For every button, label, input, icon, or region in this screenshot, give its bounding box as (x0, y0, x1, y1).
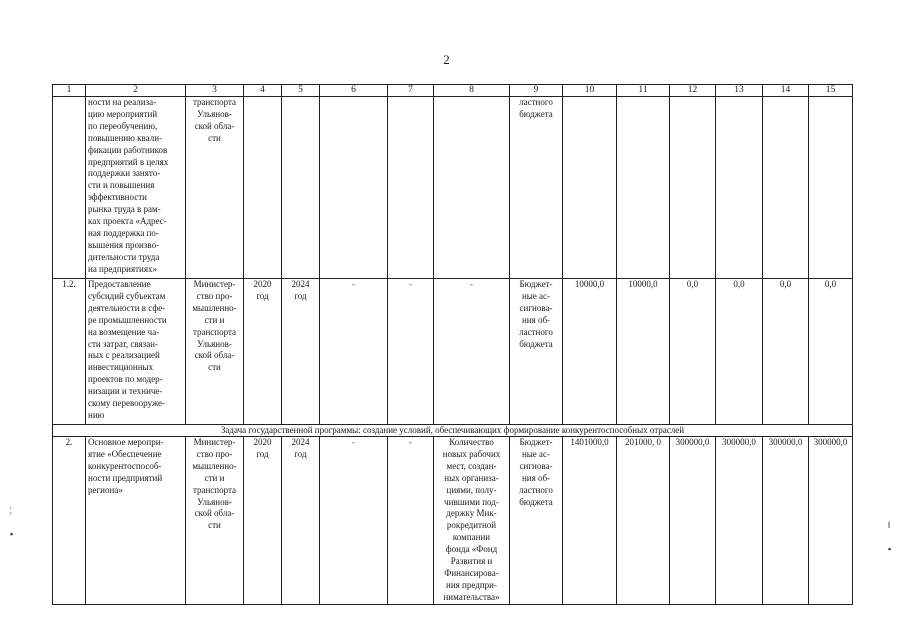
binding-mark: ▪ (888, 544, 892, 554)
start-year: 2020 год (244, 437, 282, 605)
table-row (53, 97, 853, 279)
target-indicator: - (434, 279, 510, 425)
amount-total: 1401000,0 (563, 437, 617, 605)
cell-col6: - (320, 279, 388, 425)
amount-year: 201000, 0 (617, 437, 670, 605)
binding-mark: ‖ (888, 520, 891, 530)
amount-year (716, 97, 763, 279)
column-header: 12 (670, 85, 716, 97)
funding-source: ластного бюджета (510, 97, 563, 279)
row-number: 1.2. (53, 279, 86, 425)
cell-col7: - (388, 279, 434, 425)
amount-year (670, 97, 716, 279)
amount-year: 300000,0 (716, 437, 763, 605)
executor: транспорта Ульянов- ской обла- сти (186, 97, 244, 279)
column-header: 15 (809, 85, 853, 97)
column-header: 3 (186, 85, 244, 97)
amount-year: 10000,0 (617, 279, 670, 425)
funding-source: Бюджет- ные ас- сигнова- ния об- ластного бюджета (510, 279, 563, 425)
column-header: 8 (434, 85, 510, 97)
program-task-heading: Задача государственной программы: создание условий, обеспечивающих формирование конкурентоспособных отраслей (53, 425, 853, 437)
table-row (53, 437, 853, 605)
amount-year: 300000,0 (809, 437, 853, 605)
target-indicator (434, 97, 510, 279)
column-header: 1 (53, 85, 86, 97)
amount-total (563, 97, 617, 279)
amount-year: 0,0 (716, 279, 763, 425)
target-indicator: Количество новых рабочих мест, создан- ных организа- циями, полу- чившими под- держку Мик- рокредитной компании фонда «Фонд Развития и Финансирова- ния предпри- нимательства» (434, 437, 510, 605)
amount-year: 300000,0 (670, 437, 716, 605)
right-margin-marks (888, 520, 891, 554)
column-header: 10 (563, 85, 617, 97)
column-number-row (53, 85, 853, 97)
activity-name: Основное меропри- ятие «Обеспечение конкурентоспособ- ности предприятий региона» (86, 437, 186, 605)
amount-year: 0,0 (670, 279, 716, 425)
cell-col7: - (388, 437, 434, 605)
executor: Министер- ство про- мышленно- сти и транспорта Ульянов- ской обла- сти (186, 279, 244, 425)
amount-year: 300000,0 (763, 437, 809, 605)
funding-source: Бюджет- ные ас- сигнова- ния об- ластного бюджета (510, 437, 563, 605)
amount-year (763, 97, 809, 279)
cell-col7 (388, 97, 434, 279)
program-table (52, 84, 853, 605)
column-header: 5 (282, 85, 320, 97)
end-year (282, 97, 320, 279)
end-year: 2024 год (282, 279, 320, 425)
row-number: 2. (53, 437, 86, 605)
column-header: 2 (86, 85, 186, 97)
column-header: 14 (763, 85, 809, 97)
cell-col6 (320, 97, 388, 279)
column-header: 9 (510, 85, 563, 97)
column-header: 6 (320, 85, 388, 97)
end-year: 2024 год (282, 437, 320, 605)
page-number: 2 (443, 52, 450, 67)
task-row (53, 425, 853, 437)
cell-col6: - (320, 437, 388, 605)
start-year (244, 97, 282, 279)
table-row (53, 279, 853, 425)
column-header: 4 (244, 85, 282, 97)
amount-total: 10000,0 (563, 279, 617, 425)
left-margin-marks (10, 505, 13, 539)
start-year: 2020 год (244, 279, 282, 425)
column-header: 13 (716, 85, 763, 97)
activity-name: Предоставление субсидий субъектам деятельности в сфе- ре промышленности на возмещение ча- сти затрат, связан- ных с реализацией инвестиционных проектов по модер- низации и техниче- скому перевооруже- нию (86, 279, 186, 425)
amount-year: 0,0 (809, 279, 853, 425)
binding-mark: ¦ (10, 505, 12, 515)
amount-year (809, 97, 853, 279)
column-header: 11 (617, 85, 670, 97)
binding-mark: ▪ (10, 529, 14, 539)
activity-name: ности на реализа- цию мероприятий по переобучению, повышению квали- фикации работников предприятий в целях поддержки занято- сти и повышения эффективности рынка труда в рам- ках проекта «Адрес- ная поддержка по- вышения произво- дительности труда на предприятиях» (86, 97, 186, 279)
column-header: 7 (388, 85, 434, 97)
row-number (53, 97, 86, 279)
amount-year: 0,0 (763, 279, 809, 425)
executor: Министер- ство про- мышленно- сти и транспорта Ульянов- ской обла- сти (186, 437, 244, 605)
amount-year (617, 97, 670, 279)
